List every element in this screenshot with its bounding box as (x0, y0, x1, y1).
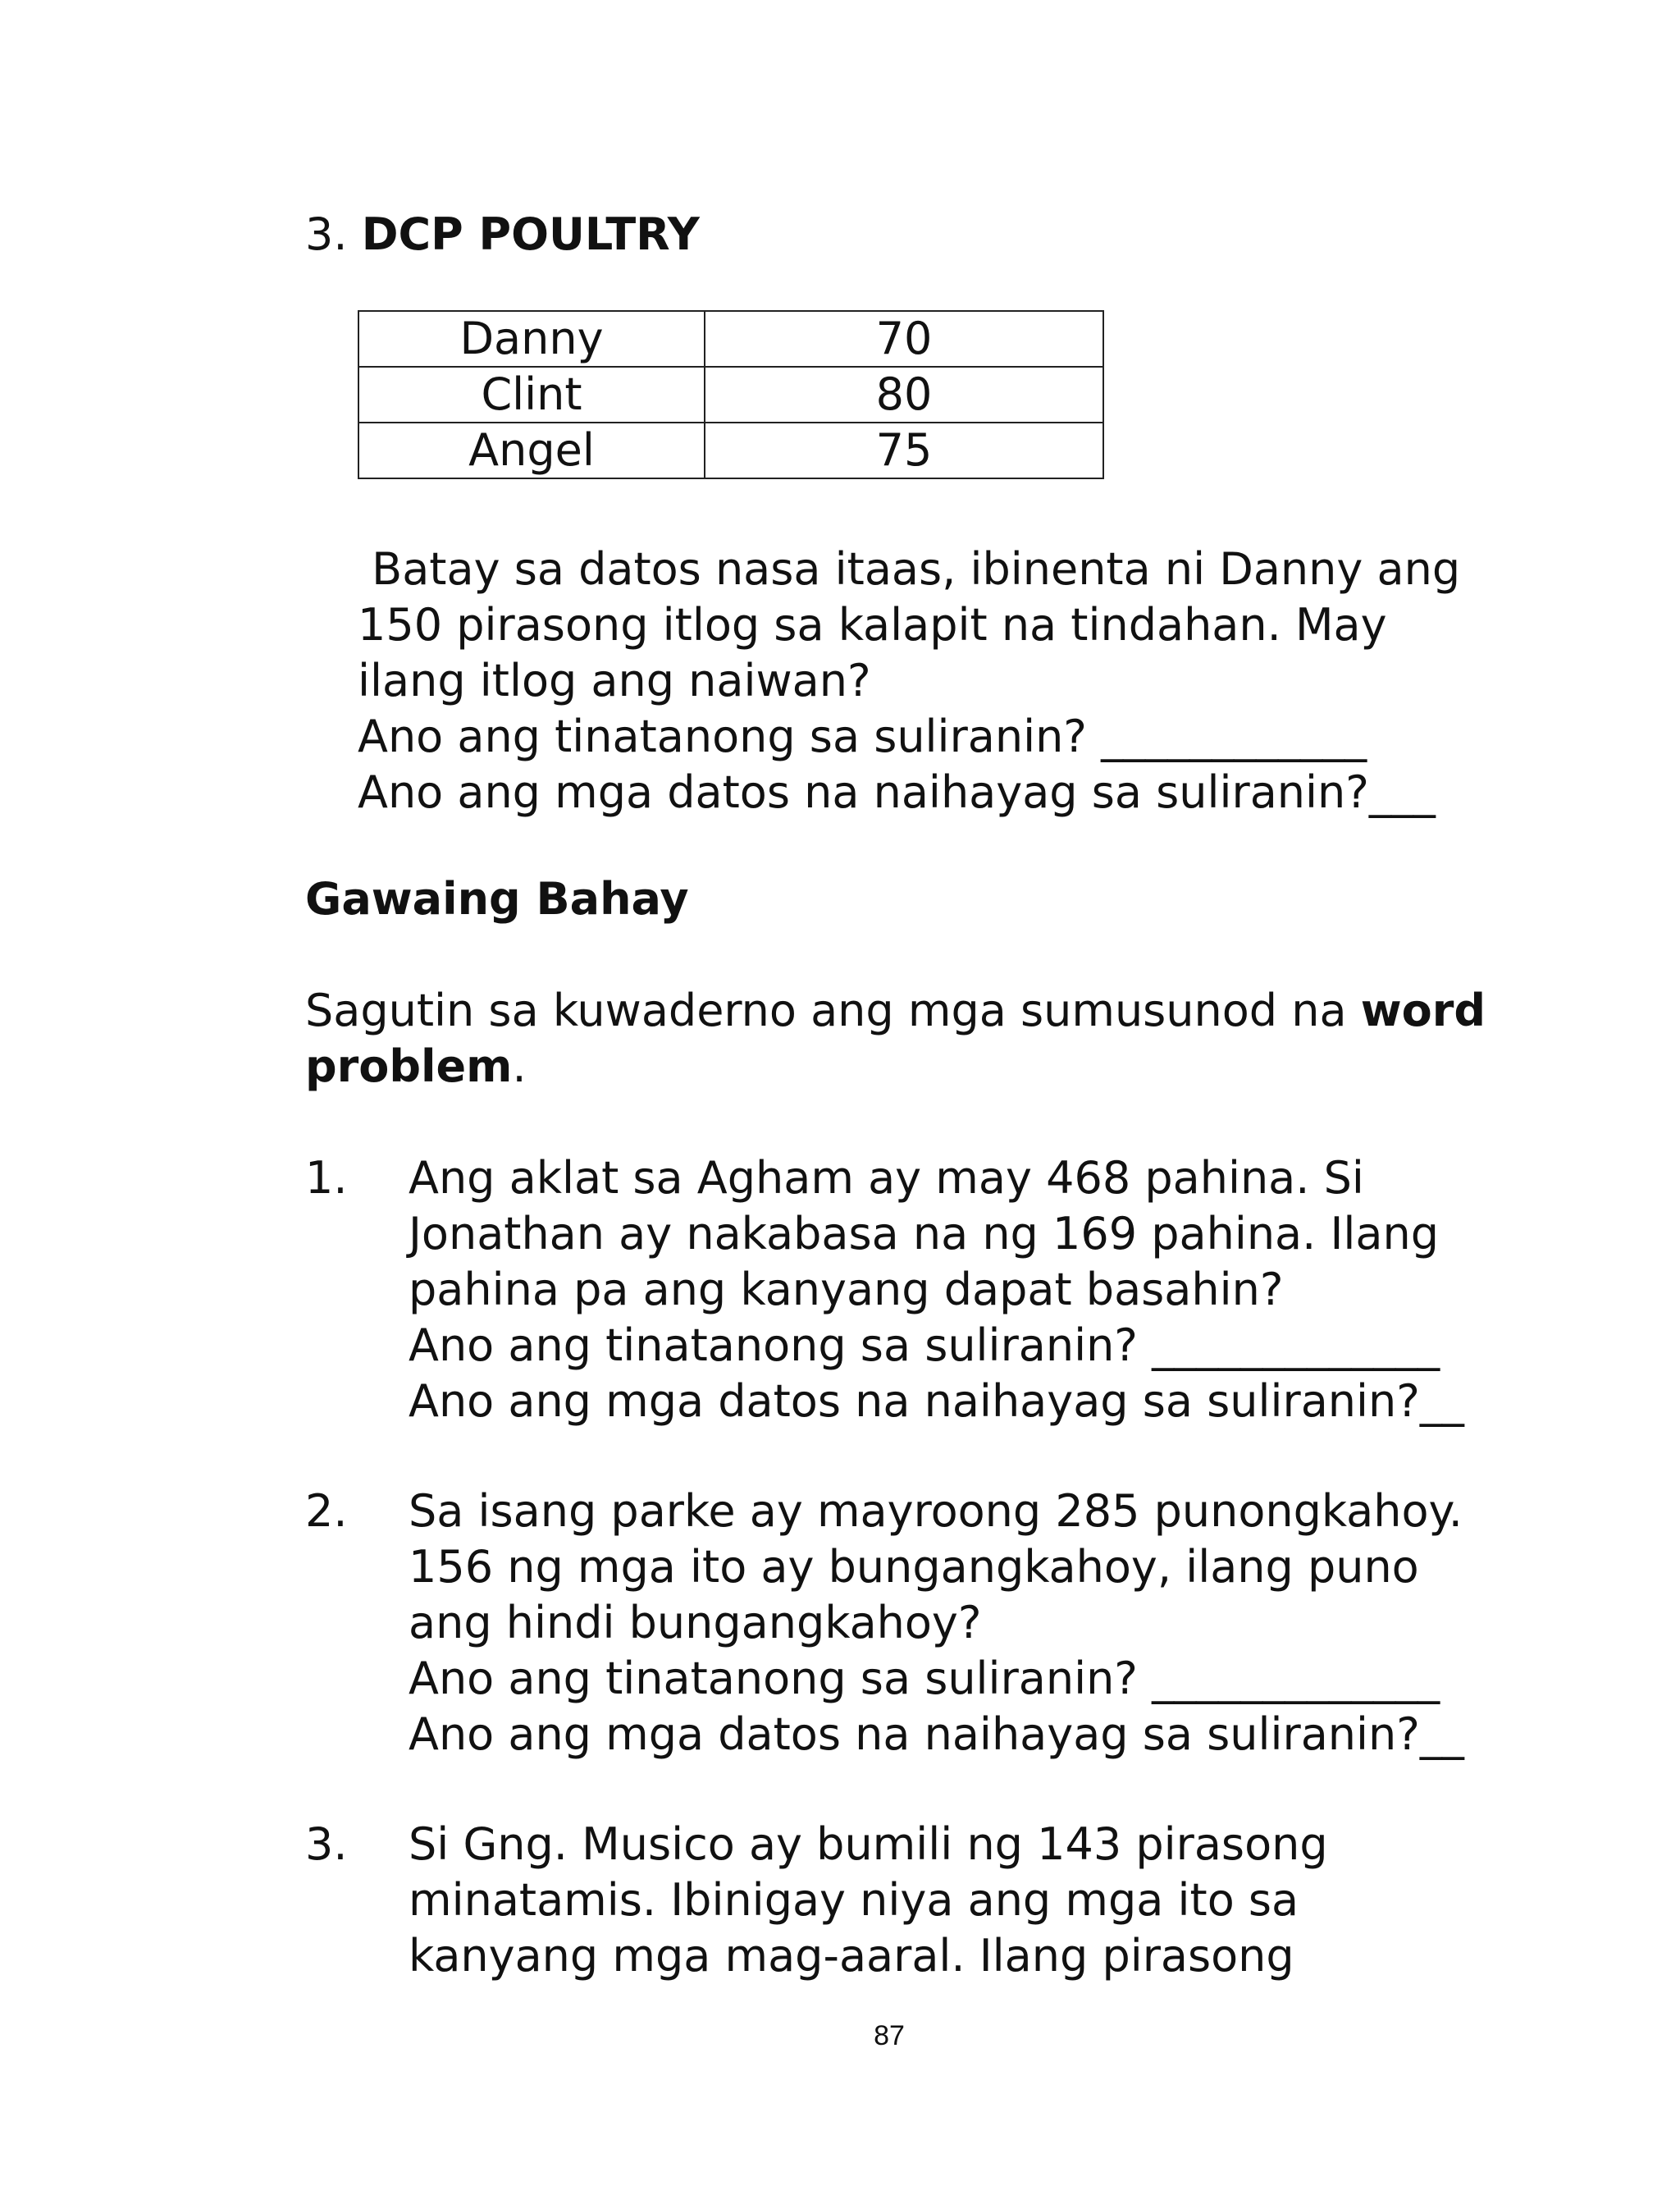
item-line: Sa isang parke ay mayroong 285 punongkahoy. (409, 1485, 1463, 1537)
table-cell-value: 70 (705, 311, 1103, 367)
question-line: Ano ang mga datos na naihayag sa suliranin?__ (409, 1375, 1464, 1427)
problem-line: ilang itlog ang naiwan? (358, 655, 871, 706)
item-line: Jonathan ay nakabasa na ng 169 pahina. Ilang (409, 1208, 1440, 1260)
item-line: Ang aklat sa Agham ay may 468 pahina. Si (409, 1152, 1364, 1204)
table-cell-value: 75 (705, 423, 1103, 478)
table-row (358, 367, 1103, 423)
section-number: 3. (305, 208, 348, 260)
question-line: Ano ang tinatanong sa suliranin? _____________ (409, 1319, 1440, 1371)
item-number: 2. (305, 1485, 348, 1537)
problem-line: 150 pirasong itlog sa kalapit na tindahan. May (358, 599, 1387, 651)
page-number: 87 (874, 2020, 905, 2051)
question-line: Ano ang tinatanong sa suliranin? _____________ (409, 1653, 1440, 1704)
question-line: Ano ang mga datos na naihayag sa suliranin?___ (358, 766, 1436, 818)
table-cell-value: 80 (705, 367, 1103, 423)
table-cell-name: Clint (358, 367, 705, 423)
item-number: 1. (305, 1152, 348, 1204)
instruction-emphasis: word (1360, 985, 1486, 1036)
item-line: minatamis. Ibinigay niya ang mga ito sa (409, 1874, 1299, 1926)
item-line: kanyang mga mag-aaral. Ilang pirasong (409, 1930, 1294, 1982)
table-cell-name: Angel (358, 423, 705, 478)
item-line: ang hindi bungangkahoy? (409, 1597, 982, 1648)
item-line: 156 ng mga ito ay bungangkahoy, ilang puno (409, 1541, 1419, 1593)
problem-line: Batay sa datos nasa itaas, ibinenta ni Danny ang (358, 543, 1461, 595)
item-number: 3. (305, 1818, 348, 1870)
item-line: Si Gng. Musico ay bumili ng 143 pirasong (409, 1818, 1328, 1870)
homework-title: Gawaing Bahay (305, 873, 689, 925)
table-row (358, 311, 1103, 367)
instruction-text: . (512, 1040, 527, 1092)
question-line: Ano ang mga datos na naihayag sa suliranin?__ (409, 1708, 1464, 1760)
item-line: pahina pa ang kanyang dapat basahin? (409, 1264, 1284, 1315)
question-line: Ano ang tinatanong sa suliranin? ____________ (358, 711, 1367, 762)
table-row (358, 423, 1103, 478)
instruction-text: Sagutin sa kuwaderno ang mga sumusunod na (305, 985, 1361, 1036)
poultry-table (358, 310, 1104, 479)
instruction-emphasis: problem (305, 1040, 513, 1092)
section-heading (305, 207, 700, 263)
homework-instruction-cont (305, 1039, 527, 1095)
section-title: DCP POULTRY (361, 208, 700, 260)
homework-instruction (305, 983, 1486, 1039)
table-cell-name: Danny (358, 311, 705, 367)
